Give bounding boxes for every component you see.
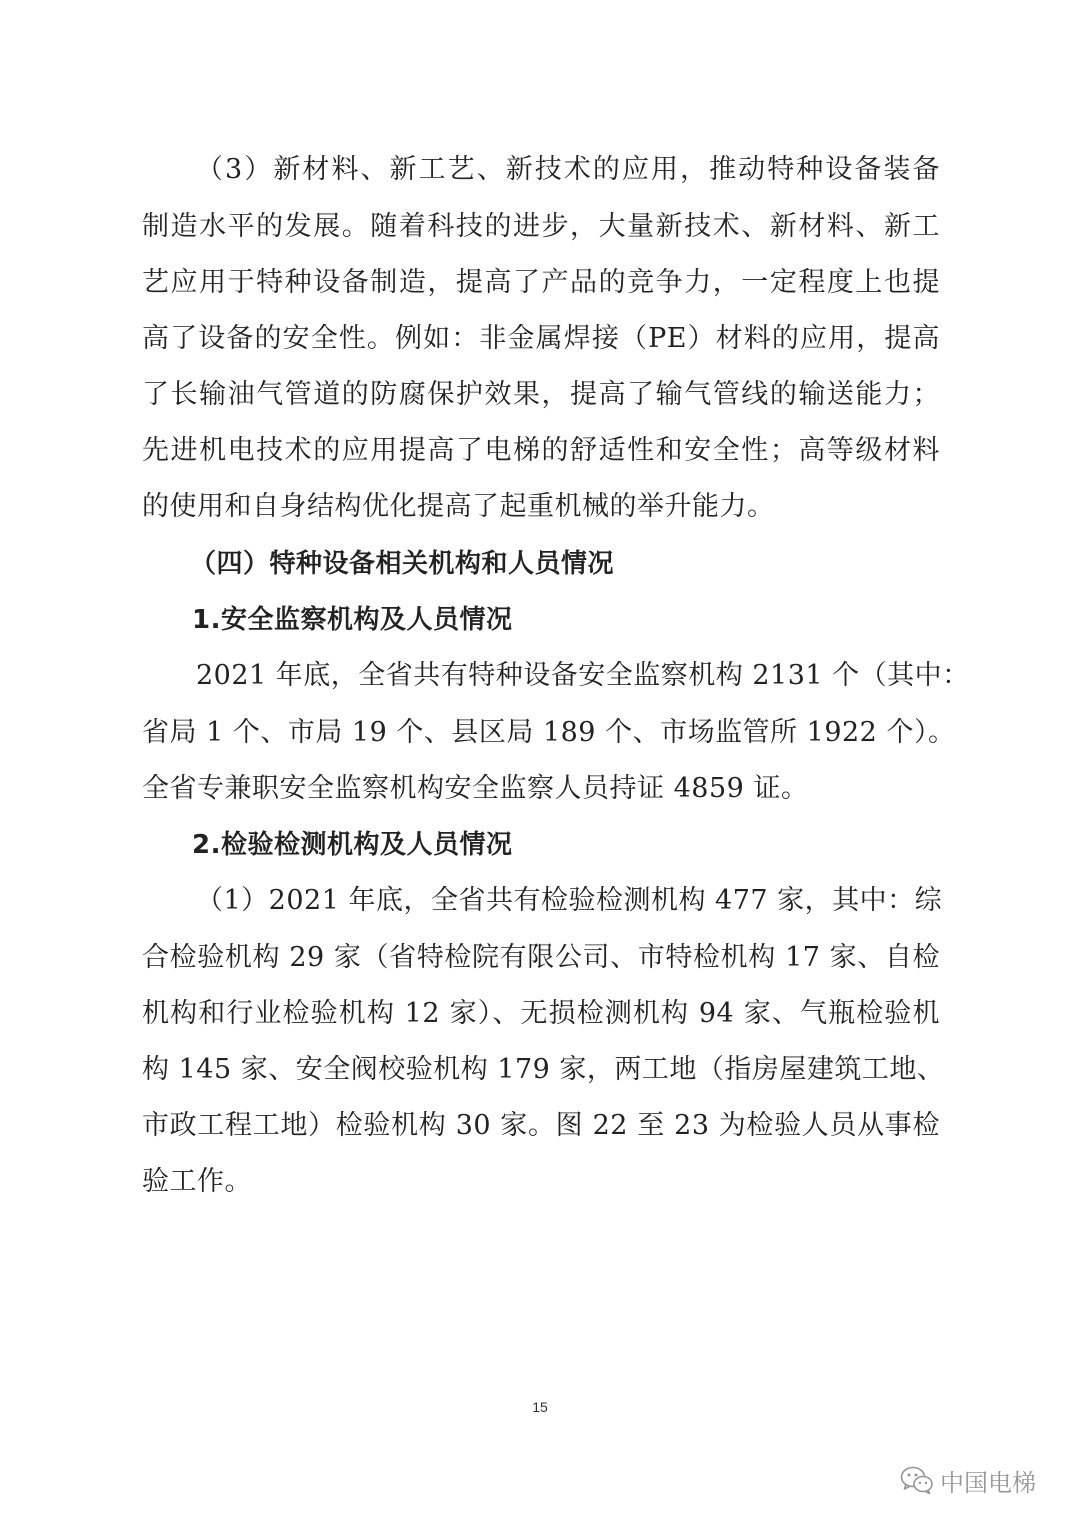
- section-heading: （四）特种设备相关机构和人员情况: [190, 549, 615, 579]
- inspection-paragraph-line: （1）2021 年底，全省共有检验检测机构 477 家，其中：综: [196, 885, 943, 916]
- subheading-inspection: 2.检验检测机构及人员情况: [192, 830, 513, 860]
- paragraph-3-line: 了长输油气管道的防腐保护效果，提高了输气管线的输送能力；: [142, 379, 940, 410]
- paragraph-3-line: 艺应用于特种设备制造，提高了产品的竞争力，一定程度上也提: [142, 267, 940, 298]
- supervision-paragraph-line: 2021 年底，全省共有特种设备安全监察机构 2131 个（其中：: [196, 660, 970, 691]
- supervision-paragraph-line: 省局 1 个、市局 19 个、县区局 189 个、市场监管所 1922 个）。: [142, 717, 956, 748]
- paragraph-3-line: 的使用和自身结构优化提高了起重机械的举升能力。: [142, 491, 775, 522]
- supervision-paragraph-line: 全省专兼职安全监察机构安全监察人员持证 4859 证。: [142, 773, 809, 804]
- subheading-supervision: 1.安全监察机构及人员情况: [192, 605, 513, 635]
- watermark-text: 中国电梯: [940, 1468, 1036, 1497]
- inspection-paragraph-line: 机构和行业检验机构 12 家）、无损检测机构 94 家、气瓶检验机: [142, 998, 940, 1029]
- page-number: 15: [532, 1399, 548, 1415]
- paragraph-3-line: （3）新材料、新工艺、新技术的应用，推动特种设备装备: [196, 154, 940, 185]
- paragraph-3-line: 高了设备的安全性。例如：非金属焊接（PE）材料的应用，提高: [142, 323, 940, 354]
- inspection-paragraph-line: 市政工程工地）检验机构 30 家。图 22 至 23 为检验人员从事检: [142, 1110, 940, 1141]
- paragraph-3-line: 先进机电技术的应用提高了电梯的舒适性和安全性；高等级材料: [142, 435, 940, 466]
- inspection-paragraph-line: 合检验机构 29 家（省特检院有限公司、市特检机构 17 家、自检: [142, 942, 940, 973]
- paragraph-3-line: 制造水平的发展。随着科技的进步，大量新技术、新材料、新工: [142, 211, 940, 242]
- watermark: [900, 1463, 1036, 1497]
- inspection-paragraph-line: 验工作。: [142, 1166, 252, 1197]
- wechat-icon: [900, 1465, 934, 1495]
- inspection-paragraph-line: 构 145 家、安全阀校验机构 179 家，两工地（指房屋建筑工地、: [142, 1054, 945, 1085]
